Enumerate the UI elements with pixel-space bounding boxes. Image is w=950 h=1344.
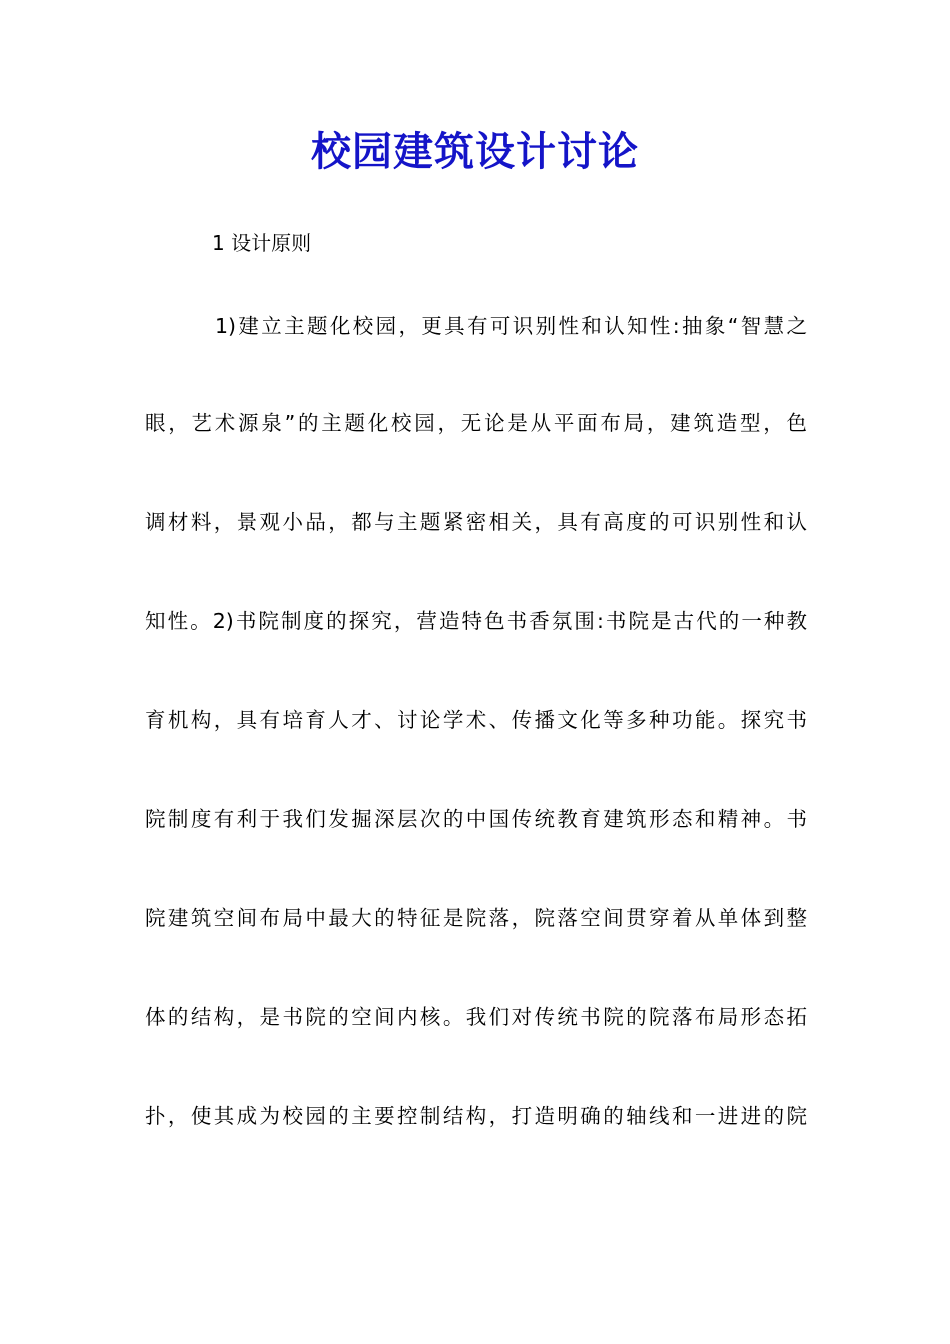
paragraph-line-3: 调材料，景观小品，都与主题紧密相关，具有高度的可识别性和认 <box>145 510 807 534</box>
paragraph-line-1: 1)建立主题化校园，更具有可识别性和认知性:抽象“智慧之 <box>215 314 807 338</box>
paragraph-line-8: 体的结构，是书院的空间内核。我们对传统书院的院落布局形态拓 <box>145 1005 807 1029</box>
section-heading: 1 设计原则 <box>212 231 312 255</box>
paragraph-line-2: 眼，艺术源泉”的主题化校园，无论是从平面布局，建筑造型，色 <box>145 411 807 435</box>
paragraph-line-6: 院制度有利于我们发掘深层次的中国传统教育建筑形态和精神。书 <box>145 807 807 831</box>
document-title: 校园建筑设计讨论 <box>311 129 639 175</box>
paragraph-line-5: 育机构，具有培育人才、讨论学术、传播文化等多种功能。探究书 <box>145 708 807 732</box>
paragraph-line-4: 知性。2)书院制度的探究，营造特色书香氛围:书院是古代的一种教 <box>145 609 807 633</box>
paragraph-line-7: 院建筑空间布局中最大的特征是院落，院落空间贯穿着从单体到整 <box>145 906 807 930</box>
paragraph-line-9: 扑，使其成为校园的主要控制结构，打造明确的轴线和一进进的院 <box>145 1104 807 1128</box>
